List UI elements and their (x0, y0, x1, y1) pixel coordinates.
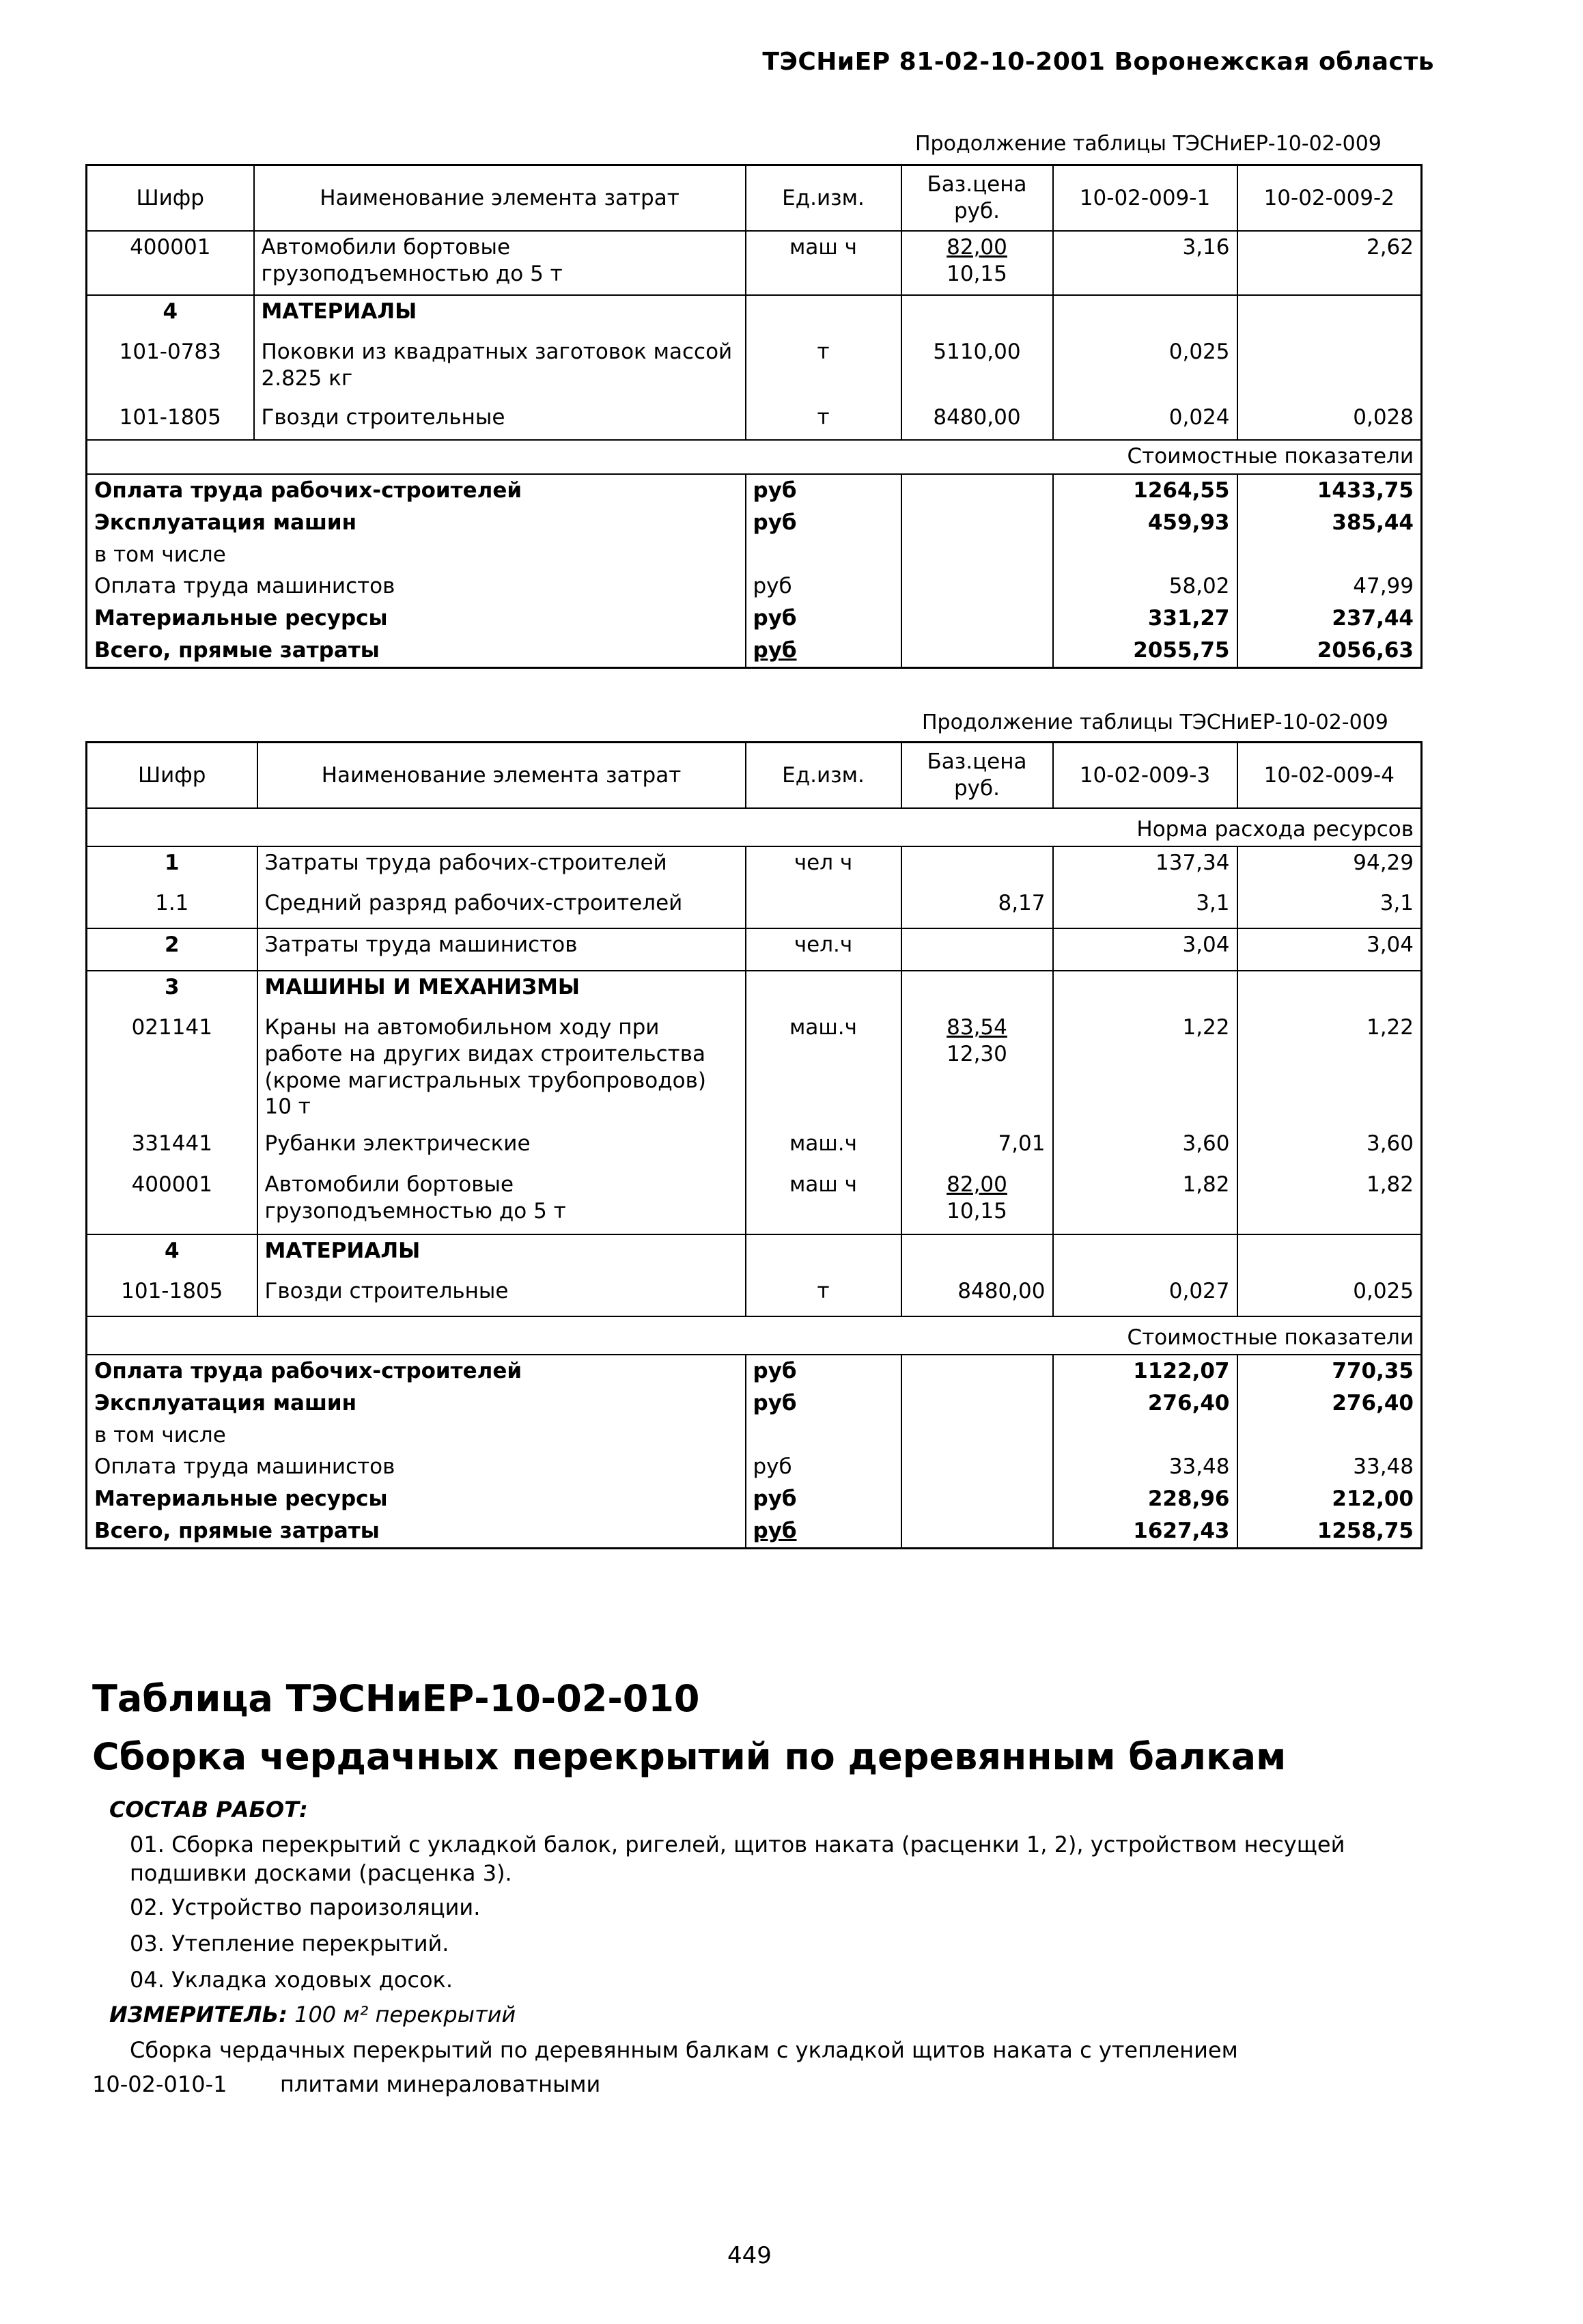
table-row (87, 231, 1422, 295)
row-b: 0,028 (1237, 402, 1422, 440)
row-b: 2,62 (1237, 231, 1422, 295)
col-b-header: 10-02-009-2 (1237, 165, 1422, 232)
price-value: 82,00 (947, 235, 1007, 260)
cost-b: 237,44 (1237, 603, 1422, 635)
row-code: 101-0783 (87, 336, 254, 402)
col-price-header: Баз.цена руб. (901, 165, 1053, 232)
cost-header: Стоимостные показатели (87, 1316, 1422, 1355)
cost-unit: руб (746, 1483, 901, 1515)
row-unit: т (746, 336, 901, 402)
cost-a: 58,02 (1053, 570, 1237, 603)
cost-a: 33,48 (1053, 1451, 1237, 1483)
cost-row (87, 1451, 1422, 1483)
cost-a: 2055,75 (1053, 635, 1237, 667)
cost-row (87, 1420, 1422, 1452)
table2-continuation: Продолжение таблицы ТЭСНиЕР-10-02-009 (922, 710, 1388, 734)
cost-header-row (87, 440, 1422, 474)
row-a: 3,04 (1053, 928, 1237, 971)
row-price (901, 1012, 1053, 1128)
col-code-header: Шифр (87, 165, 254, 232)
row-price (901, 1169, 1053, 1234)
section-title-1: Таблица ТЭСНиЕР-10-02-010 (92, 1677, 700, 1720)
cost-b: 1433,75 (1237, 474, 1422, 507)
row-name: Автомобили бортовые грузоподъемностью до 5 т (254, 231, 746, 295)
row-a: 3,16 (1053, 231, 1237, 295)
row-b (1237, 336, 1422, 402)
cost-unit: руб (746, 1451, 901, 1483)
row-a: 0,024 (1053, 402, 1237, 440)
row-name: Краны на автомобильном ходу при работе на других видах строительства (кроме магистральных трубопроводов) 10 т (257, 1012, 746, 1128)
row-name: Поковки из квадратных заготовок массой 2.825 кг (254, 336, 746, 402)
cost-b: 276,40 (1237, 1387, 1422, 1420)
row-name: МАТЕРИАЛЫ (257, 1234, 746, 1275)
item-code: 10-02-010-1 (92, 2071, 227, 2097)
row-b: 94,29 (1237, 846, 1422, 887)
row-unit: маш ч (746, 231, 901, 295)
table-row (87, 295, 1422, 336)
row-code: 3 (87, 971, 257, 1012)
item-description: Сборка чердачных перекрытий по деревянным балкам с укладкой щитов наката с утеплением (130, 2037, 1238, 2063)
row-price: 7,01 (901, 1128, 1053, 1169)
table2 (85, 741, 1423, 1549)
row-name: Затраты труда рабочих-строителей (257, 846, 746, 887)
cost-unit: руб (746, 635, 901, 667)
row-a: 0,027 (1053, 1275, 1237, 1316)
row-a: 3,60 (1053, 1128, 1237, 1169)
cost-b: 2056,63 (1237, 635, 1422, 667)
work-item: 01. Сборка перекрытий с укладкой балок, ригелей, щитов наката (расценки 1, 2), устройством несущей подшивки досками (расценка 3). (130, 1831, 1345, 1886)
cost-name: Всего, прямые затраты (87, 635, 746, 667)
row-code: 1.1 (87, 887, 257, 928)
cost-unit: руб (746, 1387, 901, 1420)
work-item: 02. Устройство пароизоляции. (130, 1894, 481, 1920)
cost-unit: руб (746, 1355, 901, 1387)
row-name: Затраты труда машинистов (257, 928, 746, 971)
row-name: Автомобили бортовые грузоподъемностью до 5 т (257, 1169, 746, 1234)
table-row (87, 928, 1422, 971)
row-code: 101-1805 (87, 402, 254, 440)
cost-unit: руб (746, 1515, 901, 1548)
row-b: 3,1 (1237, 887, 1422, 928)
cost-row (87, 474, 1422, 507)
row-name: Гвозди строительные (254, 402, 746, 440)
cost-header: Стоимостные показатели (87, 440, 1422, 474)
row-b: 3,60 (1237, 1128, 1422, 1169)
row-name: Рубанки электрические (257, 1128, 746, 1169)
cost-header-row (87, 1316, 1422, 1355)
row-code: 400001 (87, 1169, 257, 1234)
row-unit: т (746, 402, 901, 440)
cost-row (87, 539, 1422, 571)
cost-b: 212,00 (1237, 1483, 1422, 1515)
row-code: 331441 (87, 1128, 257, 1169)
cost-name: Всего, прямые затраты (87, 1515, 746, 1548)
table-row (87, 336, 1422, 402)
row-code: 021141 (87, 1012, 257, 1128)
row-code: 400001 (87, 231, 254, 295)
row-unit: чел.ч (746, 928, 901, 971)
cost-row (87, 1355, 1422, 1387)
row-b: 1,22 (1237, 1012, 1422, 1128)
work-item: 03. Утепление перекрытий. (130, 1931, 449, 1956)
col-price-header: Баз.цена руб. (901, 743, 1053, 809)
meter-line (109, 2002, 516, 2028)
row-price: 5110,00 (901, 336, 1053, 402)
cost-a: 1627,43 (1053, 1515, 1237, 1548)
cost-unit: руб (746, 603, 901, 635)
cost-b: 33,48 (1237, 1451, 1422, 1483)
meter-value: 100 м² перекрытий (294, 2002, 516, 2028)
table1 (85, 164, 1423, 669)
table-row (87, 846, 1422, 887)
cost-name: Оплата труда рабочих-строителей (87, 1355, 746, 1387)
cost-row (87, 603, 1422, 635)
row-a: 0,025 (1053, 336, 1237, 402)
row-name: МАШИНЫ И МЕХАНИЗМЫ (257, 971, 746, 1012)
works-label: СОСТАВ РАБОТ: (109, 1797, 308, 1823)
cost-name: Оплата труда рабочих-строителей (87, 474, 746, 507)
cost-row (87, 570, 1422, 603)
col-b-header: 10-02-009-4 (1237, 743, 1422, 809)
cost-a: 1264,55 (1053, 474, 1237, 507)
table-row (87, 1275, 1422, 1316)
cost-name: Материальные ресурсы (87, 1483, 746, 1515)
row-unit: маш ч (746, 1169, 901, 1234)
price-value-2: 10,15 (947, 261, 1007, 286)
cost-a: 1122,07 (1053, 1355, 1237, 1387)
col-a-header: 10-02-009-3 (1053, 743, 1237, 809)
row-name: Гвозди строительные (257, 1275, 746, 1316)
table-row (87, 1012, 1422, 1128)
cost-a: 331,27 (1053, 603, 1237, 635)
cost-unit: руб (746, 507, 901, 539)
row-code: 4 (87, 1234, 257, 1275)
price-value: 82,00 (947, 1172, 1007, 1197)
row-price (901, 231, 1053, 295)
cost-row (87, 635, 1422, 667)
table2-header-row (87, 743, 1422, 809)
row-unit: т (746, 1275, 901, 1316)
cost-a: 459,93 (1053, 507, 1237, 539)
norm-header: Норма расхода ресурсов (87, 808, 1422, 846)
row-b: 3,04 (1237, 928, 1422, 971)
row-unit: чел ч (746, 846, 901, 887)
row-name: МАТЕРИАЛЫ (254, 295, 746, 336)
row-price: 8480,00 (901, 1275, 1053, 1316)
row-b: 0,025 (1237, 1275, 1422, 1316)
col-name-header: Наименование элемента затрат (257, 743, 746, 809)
table-row (87, 971, 1422, 1012)
cost-b: 770,35 (1237, 1355, 1422, 1387)
col-unit-header: Ед.изм. (746, 743, 901, 809)
row-price: 8,17 (901, 887, 1053, 928)
price-value-2: 12,30 (947, 1041, 1007, 1066)
col-code-header: Шифр (87, 743, 257, 809)
cost-unit: руб (746, 570, 901, 603)
table-row (87, 887, 1422, 928)
cost-name: Оплата труда машинистов (87, 570, 746, 603)
row-unit: маш.ч (746, 1128, 901, 1169)
norm-header-row (87, 808, 1422, 846)
cost-name: Материальные ресурсы (87, 603, 746, 635)
row-a: 137,34 (1053, 846, 1237, 887)
work-item: 04. Укладка ходовых досок. (130, 1967, 453, 1993)
cost-name: Оплата труда машинистов (87, 1451, 746, 1483)
page-number: 449 (727, 2242, 772, 2269)
meter-label: ИЗМЕРИТЕЛЬ: (109, 2002, 288, 2028)
cost-name: Эксплуатация машин (87, 507, 746, 539)
row-a: 1,82 (1053, 1169, 1237, 1234)
cost-unit: руб (746, 474, 901, 507)
section-title-2: Сборка чердачных перекрытий по деревянным балкам (92, 1735, 1287, 1778)
table1-header-row (87, 165, 1422, 232)
row-code: 4 (87, 295, 254, 336)
cost-b: 47,99 (1237, 570, 1422, 603)
table-row (87, 1128, 1422, 1169)
row-unit: маш.ч (746, 1012, 901, 1128)
row-price: 8480,00 (901, 402, 1053, 440)
row-b: 1,82 (1237, 1169, 1422, 1234)
cost-a: 276,40 (1053, 1387, 1237, 1420)
cost-b: 1258,75 (1237, 1515, 1422, 1548)
row-name: Средний разряд рабочих-строителей (257, 887, 746, 928)
col-unit-header: Ед.изм. (746, 165, 901, 232)
table-row (87, 1234, 1422, 1275)
cost-name: Эксплуатация машин (87, 1387, 746, 1420)
col-a-header: 10-02-009-1 (1053, 165, 1237, 232)
row-a: 3,1 (1053, 887, 1237, 928)
cost-b: 385,44 (1237, 507, 1422, 539)
cost-a: 228,96 (1053, 1483, 1237, 1515)
cost-row (87, 507, 1422, 539)
cost-row (87, 1387, 1422, 1420)
table1-continuation: Продолжение таблицы ТЭСНиЕР-10-02-009 (915, 132, 1382, 156)
row-code: 2 (87, 928, 257, 971)
item-text: плитами минераловатными (280, 2071, 601, 2097)
row-code: 101-1805 (87, 1275, 257, 1316)
cost-row (87, 1483, 1422, 1515)
cost-name: в том числе (87, 1420, 746, 1452)
table-row (87, 1169, 1422, 1234)
cost-row (87, 1515, 1422, 1548)
price-value-2: 10,15 (947, 1198, 1007, 1223)
row-code: 1 (87, 846, 257, 887)
price-value: 83,54 (947, 1015, 1007, 1040)
cost-name: в том числе (87, 539, 746, 571)
page-header: ТЭСНиЕР 81-02-10-2001 Воронежская область (762, 48, 1434, 76)
col-name-header: Наименование элемента затрат (254, 165, 746, 232)
table-row (87, 402, 1422, 440)
row-a: 1,22 (1053, 1012, 1237, 1128)
